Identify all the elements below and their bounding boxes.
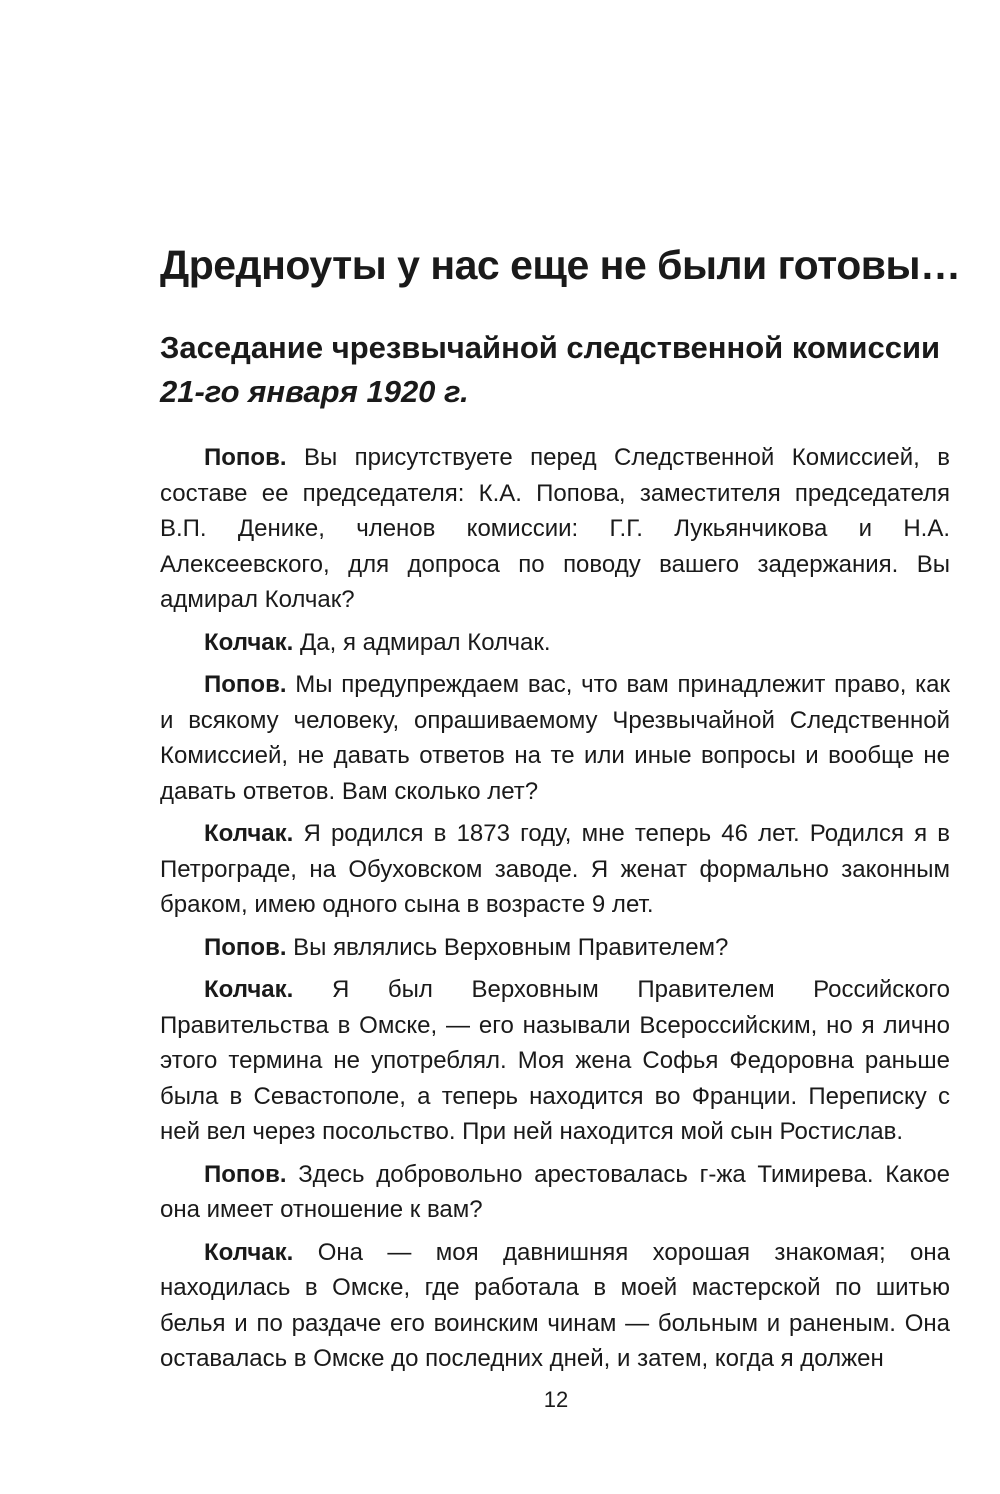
transcript-paragraph (160, 930, 950, 966)
speaker-name: Колчак. (204, 1238, 294, 1266)
transcript-paragraph (160, 816, 950, 923)
transcript-paragraph (160, 972, 950, 1150)
subtitle-date: 21-го января 1920 г. (160, 374, 469, 409)
page-number: 12 (543, 1387, 569, 1412)
transcript-paragraph (160, 625, 950, 661)
transcript-paragraph (160, 1157, 950, 1228)
paragraph-text: Здесь добровольно арестовалась г-жа Тимирева. Какое она имеет отношение к вам? (160, 1160, 950, 1223)
subtitle-text: Заседание чрезвычайной следственной комиссии (160, 330, 941, 365)
speaker-name: Колчак. (204, 820, 294, 847)
paragraph-text: Да, я адмирал Колчак. (300, 628, 551, 656)
speaker-name: Попов. (204, 933, 287, 961)
transcript-body (160, 440, 950, 1384)
speaker-name: Колчак. (204, 976, 294, 1003)
paragraph-text: Я родился в 1873 году, мне теперь 46 лет. Родился я в Петрограде, на Обуховском заводе. Я женат формально законным браком, имею одного сына в возрасте 9 лет. (160, 820, 951, 918)
transcript-paragraph (160, 667, 950, 809)
transcript-paragraph (160, 440, 950, 618)
speaker-name: Попов. (204, 1160, 287, 1188)
paragraph-text: Я был Верховным Правителем Российского Правительства в Омске, — его называли Всероссийским, но я лично этого термина не употреблял. Моя жена Софья Федоровна раньше была в Севастополе, а теперь находится во Франции. Переписку с ней вел через посольство. При ней находится мой сын Ростислав. (160, 976, 950, 1145)
chapter-subtitle (160, 326, 960, 414)
speaker-name: Попов. (204, 444, 287, 471)
paragraph-text: Мы предупреждаем вас, что вам принадлежит право, как и всякому человеку, опрашиваемому Чрезвычайной Следственной Комиссией, не давать ответов на те или иные вопросы и вообще не давать ответов. Вам сколько лет? (160, 671, 950, 805)
paragraph-text: Вы являлись Верховным Правителем? (293, 933, 729, 961)
speaker-name: Попов. (204, 671, 287, 698)
chapter-title: Дредноуты у нас еще не были готовы… (160, 242, 961, 288)
transcript-paragraph (160, 1235, 950, 1377)
paragraph-text: Она — моя давнишняя хорошая знакомая; она находилась в Омске, где работала в моей мастерской по шитью белья и по раздаче его воинским чинам — больным и раненым. Она оставалась в Омске до последних дней, и затем, когда я должен (160, 1238, 951, 1372)
paragraph-text: Вы присутствуете перед Следственной Комиссией, в составе ее председателя: К.А. Попова, заместителя председателя В.П. Денике, членов комиссии: Г.Г. Лукьянчикова и Н.А. Алексеевского, для допроса по поводу вашего задержания. Вы адмирал Колчак? (160, 444, 950, 613)
speaker-name: Колчак. (204, 628, 294, 656)
